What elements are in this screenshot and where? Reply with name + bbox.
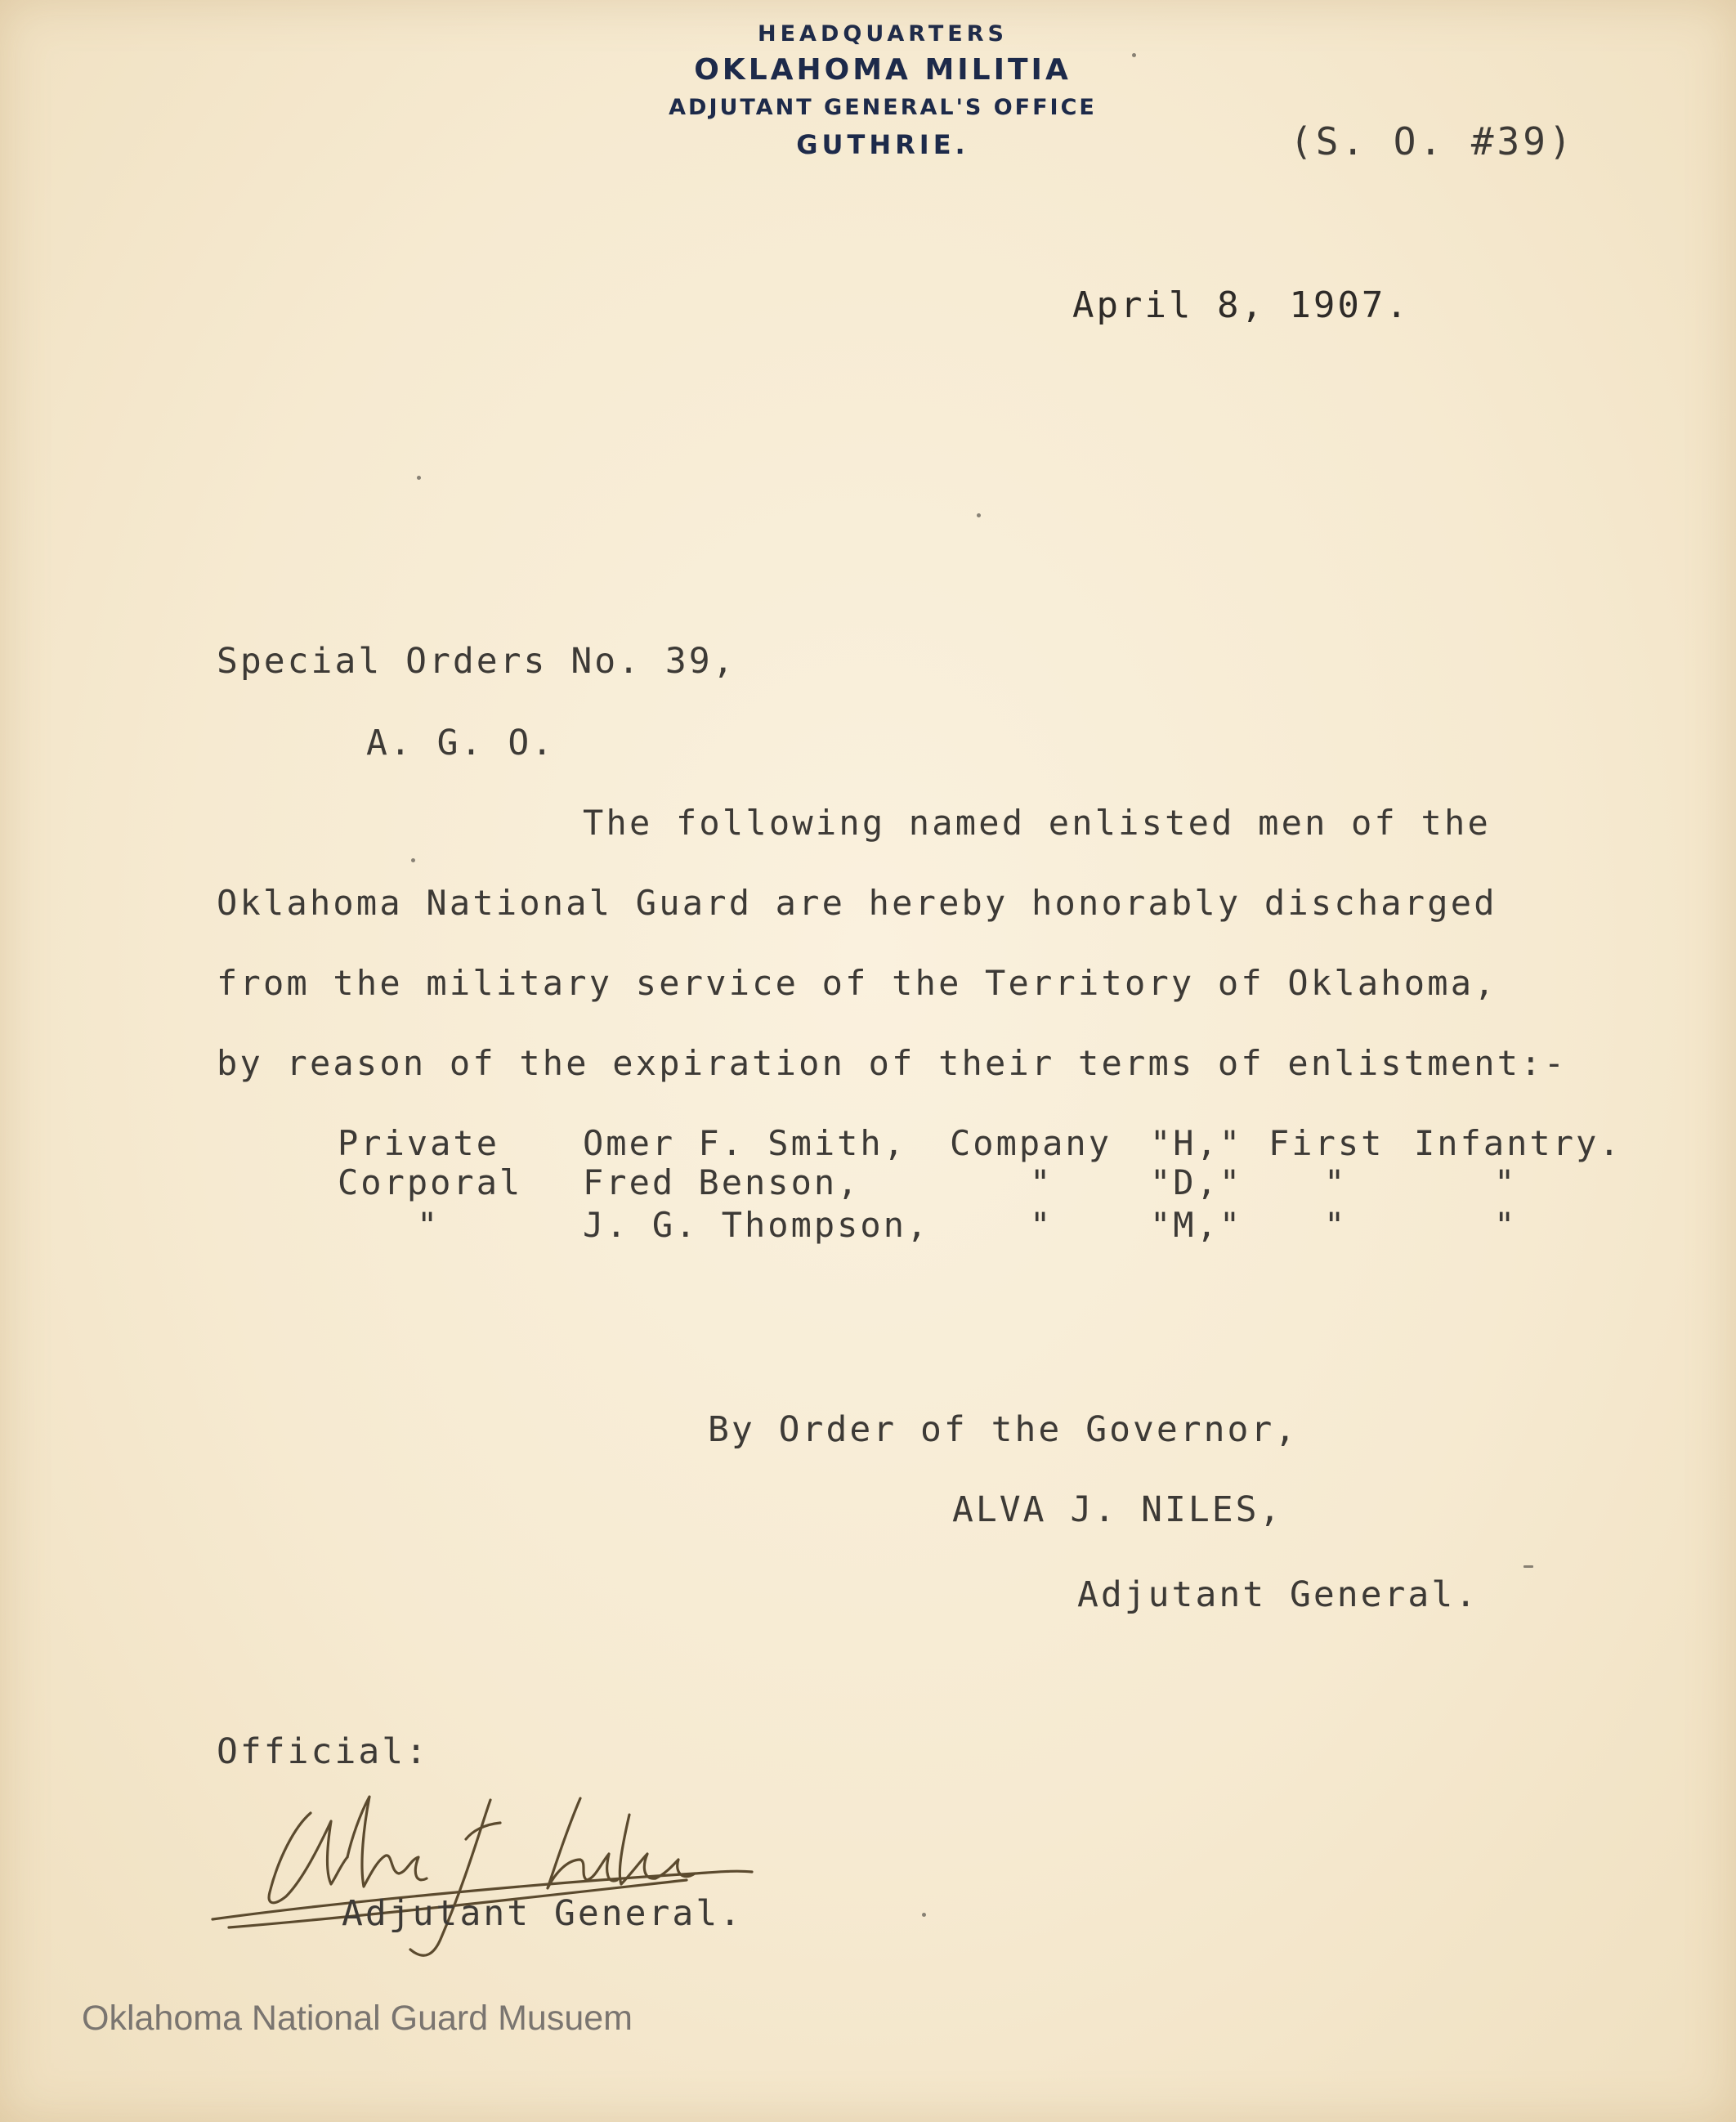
official-label: Official: [217,1731,429,1772]
paper-speck [417,476,421,480]
order-heading: Special Orders No. 39, [217,641,736,682]
discharge-name: Fred Benson, [583,1162,861,1202]
discharge-unit: Infantry. [1414,1123,1622,1163]
body-line: Oklahoma National Guard are hereby honorably discharged [217,883,1497,923]
handwritten-signature [196,1782,801,1970]
letterhead [638,18,1128,163]
discharge-name: J. G. Thompson, [583,1205,930,1245]
discharge-unit: " [1494,1162,1518,1202]
by-order-line: By Order of the Governor, [708,1409,1299,1450]
letter-date: April 8, 1907. [1072,284,1410,326]
discharge-rank: Corporal [338,1162,523,1202]
paper-speck [977,513,981,517]
letterhead-city: GUTHRIE. [796,129,969,160]
letterhead-headquarters: HEADQUARTERS [758,21,1008,47]
discharge-company: Company [950,1123,1112,1163]
official-title: Adjutant General. [342,1893,744,1934]
office-abbreviation: A. G. O. [366,723,556,763]
museum-watermark: Oklahoma National Guard Musuem [82,1999,633,2038]
order-reference: (S. O. #39) [1290,119,1575,163]
paper-speck [1132,53,1136,57]
paper-speck [411,858,415,862]
signer-name: ALVA J. NILES, [952,1489,1283,1530]
signer-title: Adjutant General. [1077,1574,1479,1615]
discharge-rank: Private [338,1123,500,1163]
discharge-company-code: "M," [1150,1205,1243,1245]
discharge-company: " [1030,1162,1054,1202]
discharge-regiment: " [1324,1205,1348,1245]
paper-speck [922,1913,926,1917]
letterhead-office: ADJUTANT GENERAL'S OFFICE [669,95,1097,120]
discharge-company-code: "D," [1150,1162,1243,1202]
body-line: by reason of the expiration of their terms of enlistment:- [217,1043,1568,1083]
discharge-rank: " [417,1205,441,1245]
paper-speck [1523,1565,1533,1568]
discharge-regiment: First [1268,1123,1385,1163]
discharge-company: " [1030,1205,1054,1245]
letterhead-militia: OKLAHOMA MILITIA [694,53,1072,87]
body-line: from the military service of the Territory of Oklahoma, [217,963,1497,1003]
discharge-unit: " [1494,1205,1518,1245]
discharge-name: Omer F. Smith, [583,1123,907,1163]
discharge-company-code: "H," [1150,1123,1243,1163]
discharge-regiment: " [1324,1162,1348,1202]
body-line: The following named enlisted men of the [583,803,1491,843]
